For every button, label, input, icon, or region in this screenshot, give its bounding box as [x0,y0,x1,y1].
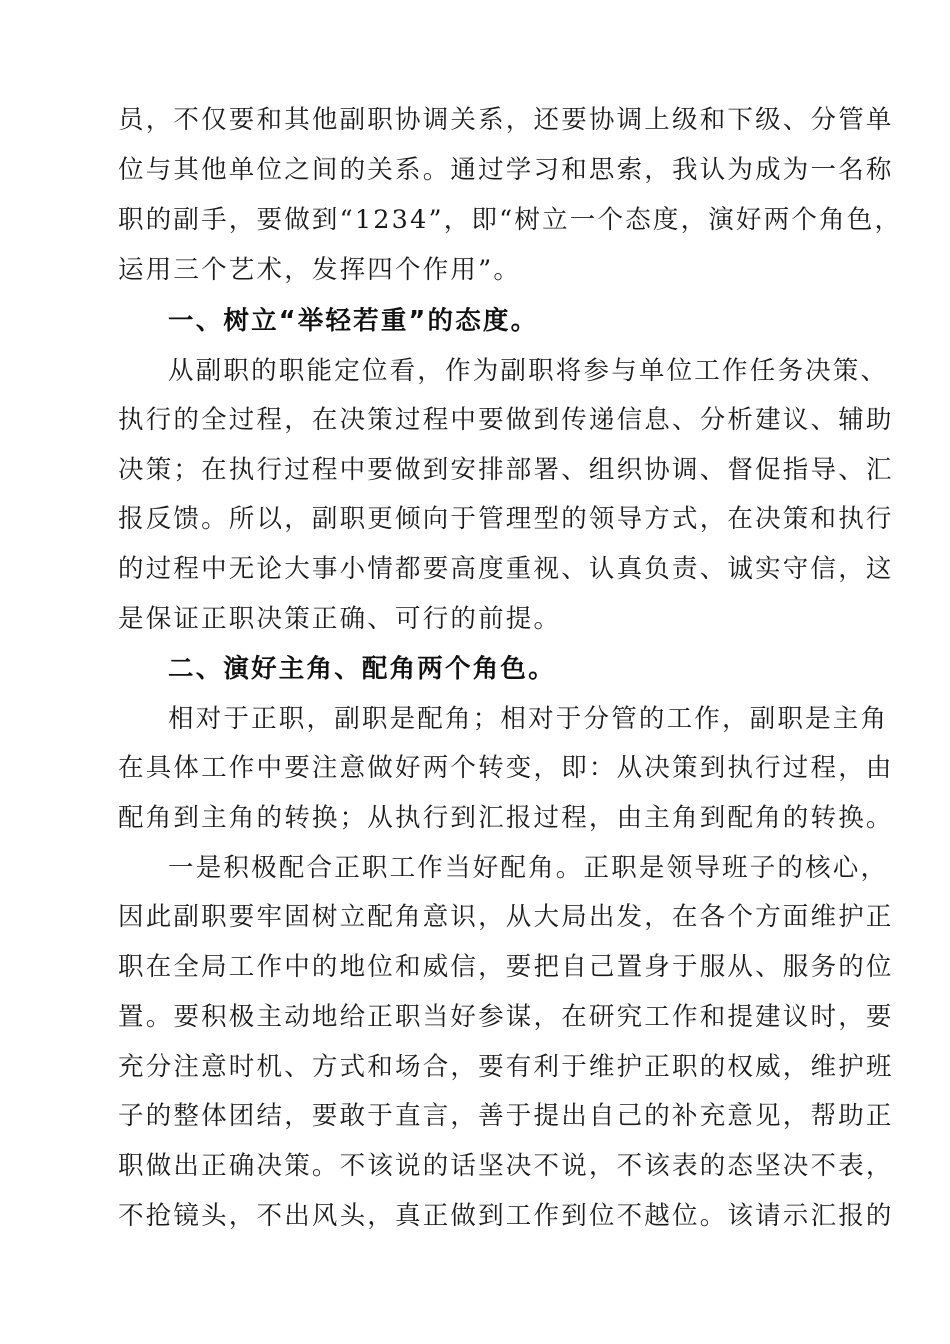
paragraph-first-line: 相对于正职，副职是配角；相对于分管的工作，副职是主角 [168,704,889,734]
paragraph-first-line: 一是积极配合正职工作当好配角。正职是领导班子的核心， [168,853,889,883]
text-line: 配角到主角的转换；从执行到汇报过程，由主角到配角的转换。 [118,803,894,833]
section-heading-2: 二、演好主角、配角两个角色。 [168,654,556,684]
text-line: 子的整体团结，要敢于直言，善于提出自己的补充意见，帮助正 [118,1101,894,1131]
text-line: 充分注意时机、方式和场合，要有利于维护正职的权威，维护班 [118,1052,894,1082]
text-line-4: 运用三个艺术，发挥四个作用”。 [118,255,522,285]
text-line-1: 员，不仅要和其他副职协调关系，还要协调上级和下级、分管单 [118,105,894,135]
text-line: 因此副职要牢固树立配角意识，从大局出发，在各个方面维护正 [118,902,894,932]
text-line: 职在全局工作中的地位和威信，要把自己置身于服从、服务的位 [118,952,894,982]
text-line: 置。要积极主动地给正职当好参谋，在研究工作和提建议时，要 [118,1002,894,1032]
text-line: 的过程中无论大事小情都要高度重视、认真负责、诚实守信，这 [118,554,894,584]
paragraph-first-line: 从副职的职能定位看，作为副职将参与单位工作任务决策、 [168,356,889,386]
section-heading-1: 一、树立“举轻若重”的态度。 [168,306,539,336]
text-line: 是保证正职决策正确、可行的前提。 [118,604,562,634]
text-line: 决策；在执行过程中要做到安排部署、组织协调、督促指导、汇 [118,455,894,485]
text-line-3: 职的副手，要做到“1234”，即“树立一个态度，演好两个角色， [118,205,903,235]
text-line: 执行的全过程，在决策过程中要做到传递信息、分析建议、辅助 [118,405,894,435]
text-line: 职做出正确决策。不该说的话坚决不说，不该表的态坚决不表， [118,1151,894,1181]
text-line-2: 位与其他单位之间的关系。通过学习和思索，我认为成为一名称 [118,155,894,185]
text-line: 报反馈。所以，副职更倾向于管理型的领导方式，在决策和执行 [118,504,894,534]
text-line: 不抢镜头，不出风头，真正做到工作到位不越位。该请示汇报的 [118,1201,894,1231]
text-line: 在具体工作中要注意做好两个转变，即：从决策到执行过程，由 [118,753,894,783]
